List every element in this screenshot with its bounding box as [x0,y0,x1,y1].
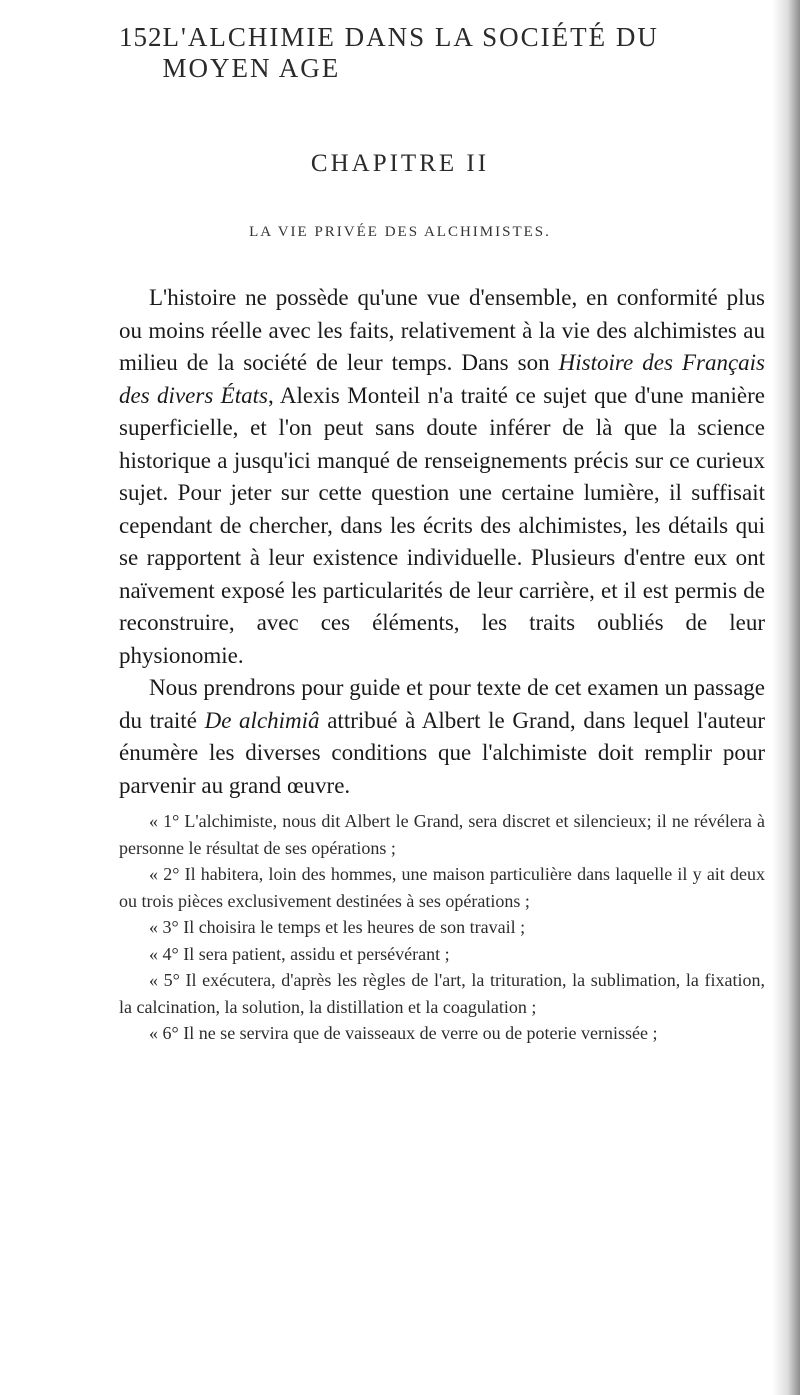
quote-condition-3: « 3° Il choisira le temps et les heures de son travail ; [149,917,526,937]
quote-condition-4: « 4° Il sera patient, assidu et persévérant ; [149,943,450,964]
quote-condition-2: « 2° Il habitera, loin des hommes, une maison particulière dans laquelle il y ait deux ou trois pièces exclusivement destinées à ses opérations ; [119,864,765,911]
quote-condition-6: « 6° Il ne se servira que de vaisseaux de verre ou de poterie vernissée ; [149,1023,658,1043]
running-head: L'ALCHIMIE DANS LA SOCIÉTÉ DU MOYEN AGE [162,22,659,83]
chapter-subtitle: LA VIE PRIVÉE DES ALCHIMISTES. [249,224,551,240]
page-edge-shadow [772,0,800,1395]
book-title-emphasis: Histoire des Français des divers États [119,350,765,408]
paragraph-intro-text: L'histoire ne possède qu'une vue d'ensemble, en conformité plus ou moins réelle avec les faits, relativement à la vie des alchimistes au milieu de la société de leur temps. Dans son [119,285,765,375]
quote-condition-5: « 5° Il exécutera, d'après les règles de l'art, la trituration, la sublimation, la fixation, la calcination, la solution, la distillation et la coagulation ; [119,970,765,1017]
treatise-title-emphasis: De alchimiâ [204,707,320,733]
quote-condition-1: « 1° L'alchimiste, nous dit Albert le Grand, sera discret et silencieux; il ne révélera à personne le résultat de ses opérations ; [119,811,765,858]
page-number: 152 [119,22,163,52]
body-text [119,282,765,1047]
paragraph-guide [119,672,765,802]
page-header [119,22,751,84]
paragraph-intro [119,282,765,672]
paragraph-guide-text: Nous prendrons pour guide et pour texte de cet examen un passage du traité [119,675,765,733]
paragraph-intro-text-cont: , Alexis Monteil n'a traité ce sujet que d'une manière superficielle, et l'on peut sans doute inférer de là que la science historique a jusqu'ici manqué de renseignements précis sur ce curieux sujet. Pour jeter sur cette question une certaine lumière, il suffisait cependant de chercher, dans les écrits des alchimistes, les détails qui se rapportent à leur existence individuelle. Plusieurs d'entre eux ont naïvement exposé les particularités de leur carrière, et il est permis de reconstruire, avec ces éléments, les traits oubliés de leur physionomie. [119,382,765,668]
paragraph-guide-text-cont: attribué à Albert le Grand, dans lequel l'auteur énumère les diverses conditions que l'alchimiste doit remplir pour parvenir au grand œuvre. [119,707,765,798]
chapter-title: CHAPITRE II [310,150,490,177]
